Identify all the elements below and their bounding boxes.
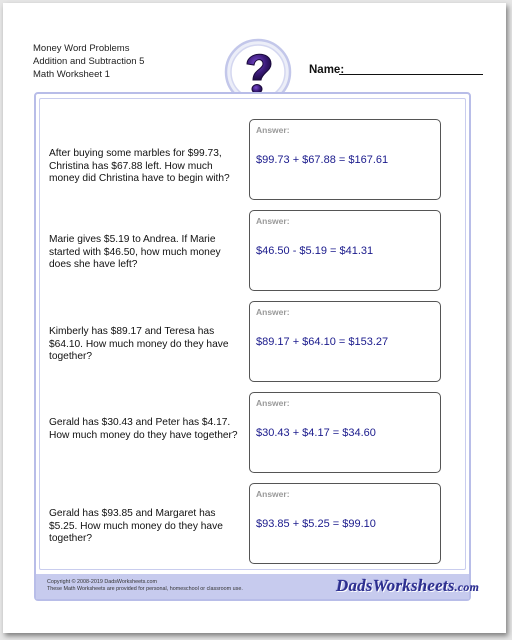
worksheet-number: Math Worksheet 1 — [33, 68, 110, 80]
worksheet-title: Money Word Problems — [33, 43, 130, 54]
answer-text: $89.17 + $64.10 = $153.27 — [256, 336, 389, 348]
answer-box[interactable] — [249, 210, 441, 291]
brand-logo — [336, 576, 479, 596]
name-line[interactable] — [339, 74, 483, 75]
answer-text: $93.85 + $5.25 = $99.10 — [256, 518, 376, 530]
problem-text: Gerald has $30.43 and Peter has $4.17. How much money do they have together? — [49, 417, 238, 441]
brand-name: DadsWorksheets — [336, 576, 455, 595]
answer-label: Answer: — [256, 398, 290, 408]
answer-label: Answer: — [256, 125, 290, 135]
answer-text: $99.73 + $67.88 = $167.61 — [256, 154, 389, 166]
problem-text: Kimberly has $89.17 and Teresa has $64.10. How much money do they have together? — [49, 326, 229, 363]
answer-label: Answer: — [256, 307, 290, 317]
problem-text: Marie gives $5.19 to Andrea. If Marie started with $46.50, how much money does she have left? — [49, 234, 221, 271]
answer-box[interactable] — [249, 119, 441, 200]
answer-label: Answer: — [256, 216, 290, 226]
answer-box[interactable] — [249, 392, 441, 473]
answer-label: Answer: — [256, 489, 290, 499]
name-label: Name: — [309, 64, 345, 76]
brand-suffix: .com — [454, 580, 480, 594]
copyright-notice — [47, 579, 243, 593]
answer-text: $46.50 - $5.19 = $41.31 — [256, 245, 374, 257]
worksheet-subtitle: Addition and Subtraction 5 — [33, 55, 145, 67]
answer-box[interactable] — [249, 301, 441, 382]
problem-text: Gerald has $93.85 and Margaret has $5.25. How much money do they have together? — [49, 508, 223, 545]
answer-box[interactable] — [249, 483, 441, 564]
worksheet-header — [33, 43, 144, 81]
problem-text: After buying some marbles for $99.73, Christina has $67.88 left. How much money did Christina have to begin with? — [49, 148, 230, 185]
license-line: These Math Worksheets are provided for personal, homeschool or classroom use. — [47, 586, 243, 592]
answer-text: $30.43 + $4.17 = $34.60 — [256, 427, 376, 439]
copyright-line: Copyright © 2008-2019 DadsWorksheets.com — [47, 579, 157, 585]
